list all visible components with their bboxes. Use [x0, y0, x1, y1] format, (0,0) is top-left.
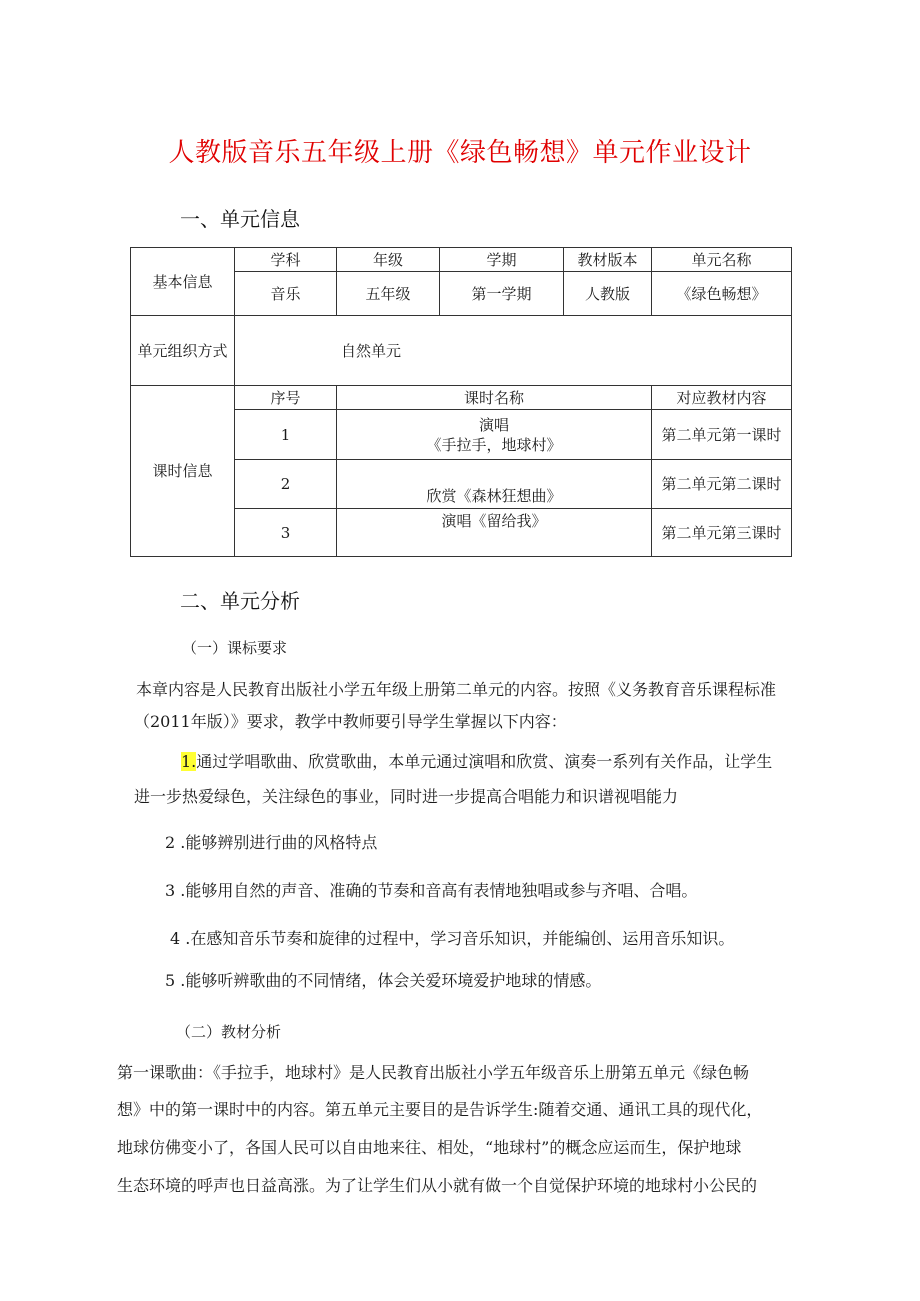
analysis-line-1: 第一课歌曲：《手拉手，地球村》是人民教育出版社小学五年级音乐上册第五单元《绿色畅 [117, 1063, 750, 1082]
header-grade: 年级 [337, 248, 440, 272]
lesson-info-label: 课时信息 [131, 386, 235, 557]
lesson-3-content: 第二单元第三课时 [652, 509, 792, 557]
item-1-number: 1. [181, 752, 197, 771]
unit-info-table [130, 247, 792, 557]
lesson-1-name-line2: 《手拉手，地球村》 [426, 435, 562, 454]
intro-line-2: （2011年版）》要求，教学中教师要引导学生掌握以下内容： [134, 712, 567, 731]
subheading-curriculum: （一）课标要求 [182, 639, 288, 657]
document-title: 人教版音乐五年级上册《绿色畅想》单元作业设计 [168, 138, 752, 168]
intro-line-1: 本章内容是人民教育出版社小学五年级上册第二单元的内容。按照《义务教育音乐课程标准 [136, 680, 777, 699]
lesson-1-name [337, 410, 652, 460]
header-subject: 学科 [235, 248, 337, 272]
basic-info-label: 基本信息 [131, 248, 235, 316]
requirement-item-5: 5 .能够听辨歌曲的不同情绪，体会关爱环境爱护地球的情感。 [165, 971, 602, 990]
value-edition: 人教版 [564, 272, 652, 316]
requirement-item-1 [181, 748, 772, 776]
requirement-item-1-cont: 进一步热爱绿色，关注绿色的事业，同时进一步提高合唱能力和识谱视唱能力 [134, 787, 679, 806]
header-lesson-name: 课时名称 [337, 386, 652, 410]
header-term: 学期 [440, 248, 564, 272]
requirement-item-4: 4 .在感知音乐节奏和旋律的过程中，学习音乐知识，并能编创、运用音乐知识。 [170, 929, 735, 948]
lesson-2-no: 2 [235, 460, 337, 509]
lesson-2-name: 欣赏《森林狂想曲》 [337, 460, 652, 509]
value-term: 第一学期 [440, 272, 564, 316]
requirement-item-2: 2 .能够辨别进行曲的风格特点 [165, 833, 378, 852]
value-subject: 音乐 [235, 272, 337, 316]
lesson-1-content: 第二单元第一课时 [652, 410, 792, 460]
value-unit-name: 《绿色畅想》 [652, 272, 792, 316]
analysis-line-4: 生态环境的呼声也日益高涨。为了让学生们从小就有做一个自觉保护环境的地球村小公民的 [117, 1176, 758, 1195]
item-1-text: 通过学唱歌曲、欣赏歌曲，本单元通过演唱和欣赏、演奏一系列有关作品，让学生 [196, 752, 773, 771]
header-unit-name: 单元名称 [652, 248, 792, 272]
lesson-1-no: 1 [235, 410, 337, 460]
requirement-item-3: 3 .能够用自然的声音、准确的节奏和音高有表情地独唱或参与齐唱、合唱。 [165, 881, 698, 900]
subheading-material-analysis: （二）教材分析 [176, 1023, 282, 1041]
lesson-1-name-line1: 演唱 [478, 415, 509, 434]
analysis-line-2: 想》中的第一课时中的内容。第五单元主要目的是告诉学生:随着交通、通讯工具的现代化， [117, 1100, 763, 1119]
section-heading-unit-analysis: 二、单元分析 [180, 589, 300, 613]
org-method-value: 自然单元 [235, 316, 792, 386]
section-heading-unit-info: 一、单元信息 [180, 207, 300, 231]
header-edition: 教材版本 [564, 248, 652, 272]
value-grade: 五年级 [337, 272, 440, 316]
header-seq: 序号 [235, 386, 337, 410]
analysis-line-3: 地球仿佛变小了，各国人民可以自由地来往、相处，“地球村”的概念应运而生，保护地球 [117, 1138, 742, 1157]
header-material: 对应教材内容 [652, 386, 792, 410]
lesson-2-content: 第二单元第二课时 [652, 460, 792, 509]
lesson-3-name: 演唱《留给我》 [337, 509, 652, 557]
org-method-label: 单元组织方式 [131, 316, 235, 386]
lesson-3-no: 3 [235, 509, 337, 557]
